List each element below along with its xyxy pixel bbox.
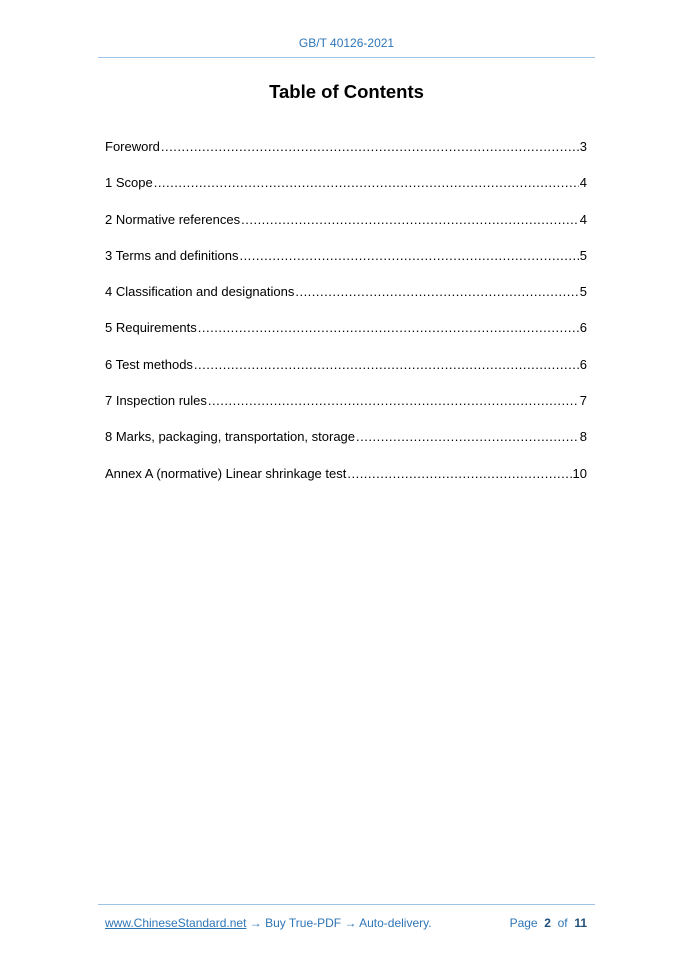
- of-label: of: [557, 916, 568, 930]
- toc-entry-marks-packaging[interactable]: [105, 428, 587, 464]
- toc-entry-label: 4 Classification and designations: [105, 284, 295, 300]
- website-link[interactable]: www.ChineseStandard.net: [105, 916, 247, 930]
- toc-entry-label: 7 Inspection rules: [105, 393, 207, 409]
- page-title: Table of Contents: [269, 81, 424, 102]
- dot-leader: [161, 138, 579, 156]
- toc-entry-classification[interactable]: [105, 283, 587, 319]
- table-of-contents: [105, 138, 587, 501]
- dot-leader: [295, 283, 578, 301]
- toc-entry-inspection-rules[interactable]: [105, 392, 587, 428]
- toc-entry-label: 1 Scope: [105, 175, 153, 191]
- footer-promo-text: → Buy True-PDF → Auto-delivery.: [246, 916, 432, 930]
- toc-entry-label: 6 Test methods: [105, 356, 193, 372]
- page-label: Page: [509, 916, 538, 930]
- dot-leader: [198, 319, 579, 337]
- toc-entry-scope[interactable]: [105, 174, 587, 210]
- toc-entry-page: 4: [579, 175, 587, 191]
- document-id-header: GB/T 40126-2021: [298, 36, 395, 50]
- toc-entry-label: 3 Terms and definitions: [105, 247, 239, 263]
- toc-entry-foreword[interactable]: [105, 138, 587, 174]
- toc-entry-page: 10: [572, 465, 587, 481]
- page-indicator: [510, 916, 587, 930]
- toc-entry-page: 5: [579, 284, 587, 300]
- toc-entry-label: Foreword: [105, 139, 160, 154]
- toc-entry-page: 6: [579, 320, 587, 336]
- toc-entry-label: 5 Requirements: [105, 320, 197, 336]
- toc-entry-label: 8 Marks, packaging, transportation, storage: [105, 429, 356, 445]
- dot-leader: [208, 392, 579, 410]
- toc-entry-page: 8: [579, 429, 587, 445]
- header-divider: [98, 57, 595, 58]
- toc-entry-label: Annex A (normative) Linear shrinkage test: [105, 465, 347, 481]
- toc-entry-page: 7: [579, 393, 587, 409]
- toc-entry-label: 2 Normative references: [105, 211, 241, 227]
- toc-entry-annex-a[interactable]: [105, 465, 587, 501]
- footer-promo: [105, 916, 432, 930]
- dot-leader: [154, 174, 579, 192]
- dot-leader: [356, 428, 579, 446]
- toc-entry-requirements[interactable]: [105, 319, 587, 355]
- dot-leader: [194, 356, 579, 374]
- toc-entry-page: 3: [579, 139, 587, 154]
- toc-entry-page: 6: [579, 356, 587, 372]
- toc-entry-page: 5: [579, 247, 587, 263]
- footer-divider: [98, 904, 595, 905]
- toc-entry-normative-references[interactable]: [105, 211, 587, 247]
- dot-leader: [239, 247, 578, 265]
- dot-leader: [241, 211, 579, 229]
- total-pages-number: 11: [574, 916, 587, 930]
- page-footer: [105, 916, 587, 930]
- toc-entry-page: 4: [579, 211, 587, 227]
- current-page-number: 2: [544, 916, 551, 930]
- toc-entry-terms-definitions[interactable]: [105, 247, 587, 283]
- dot-leader: [347, 465, 571, 483]
- toc-entry-test-methods[interactable]: [105, 356, 587, 392]
